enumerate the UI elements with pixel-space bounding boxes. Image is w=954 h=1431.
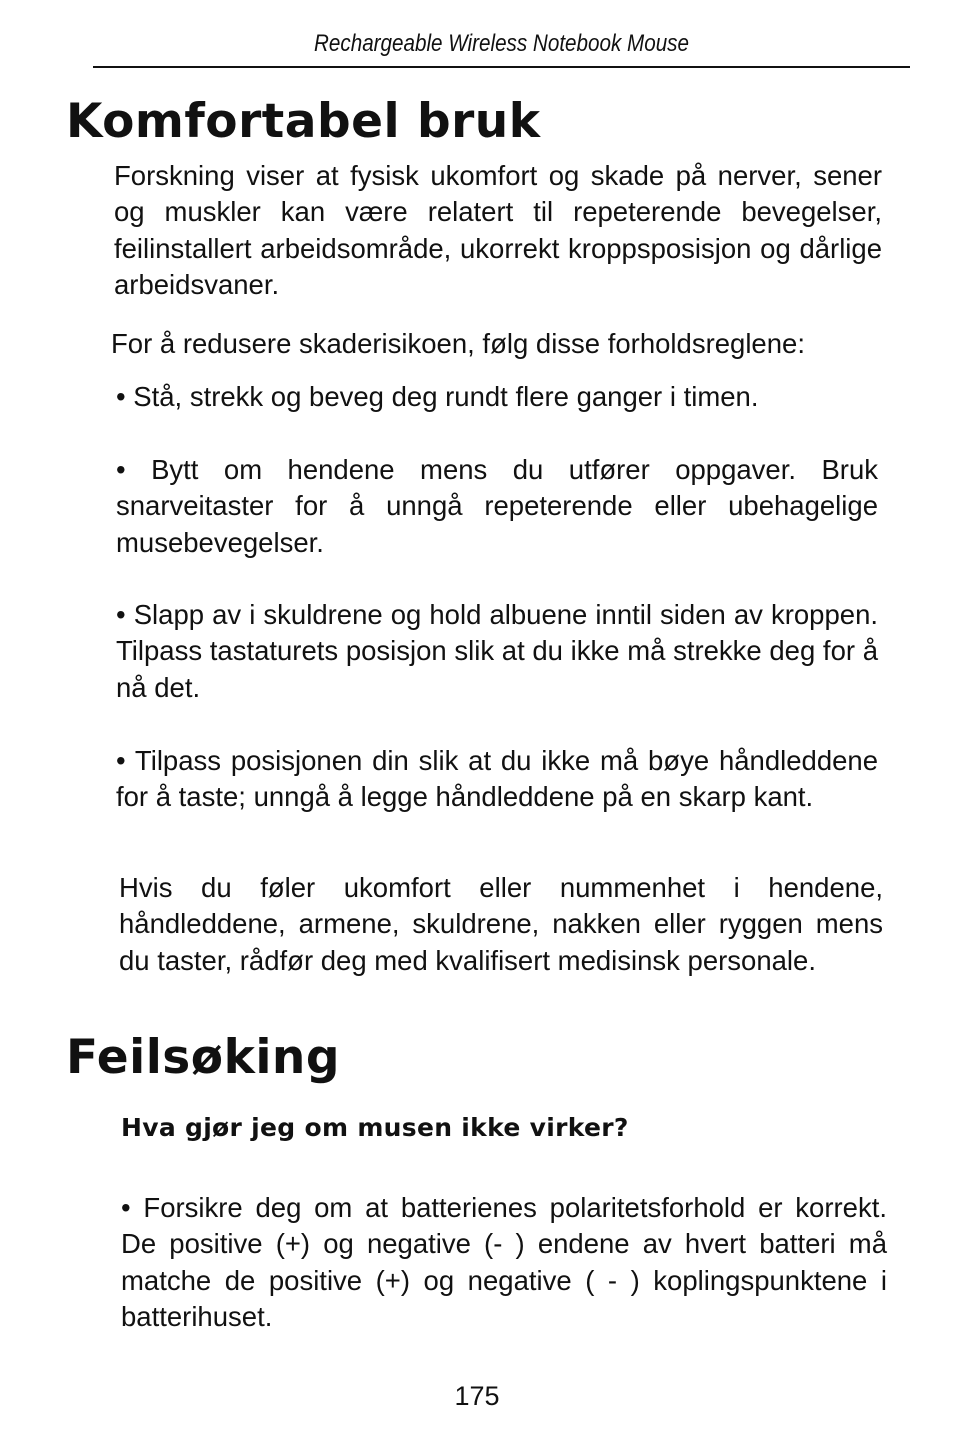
comfort-intro-paragraph: Forskning viser at fysisk ukomfort og skade på nerver, sener og muskler kan være relatert til repeterende bevegelser, feilinstallert arbeidsområde, ukorrekt kroppsposisjon og dårlige arbeidsvaner. <box>114 160 882 300</box>
comfort-bullet-2: • Bytt om hendene mens du utfører oppgaver. Bruk snarveitaster for å unngå repeterende eller ubehagelige musebevegelser. <box>116 454 878 558</box>
page-header <box>93 28 910 68</box>
comfort-bullet-4: • Tilpass posisjonen din slik at du ikke må bøye håndleddene for å taste; unngå å legge håndleddene på en skarp kant. <box>116 745 878 813</box>
comfort-lead-in: For å redusere skaderisikoen, følg disse forholdsreglene: <box>111 328 805 359</box>
comfort-closing-paragraph: Hvis du føler ukomfort eller nummenhet i hendene, håndleddene, armene, skuldrene, nakken eller ryggen mens du taster, rådfør deg med kvalifisert medisinsk personale. <box>119 872 883 976</box>
comfort-bullet-1: • Stå, strekk og beveg deg rundt flere ganger i timen. <box>116 381 759 412</box>
heading-troubleshooting: Feilsøking <box>66 1030 341 1085</box>
heading-comfortable-use: Komfortabel bruk <box>66 94 541 149</box>
comfort-bullet-3: • Slapp av i skuldrene og hold albuene inntil siden av kroppen. Tilpass tastaturets posisjon slik at du ikke må strekke deg for å nå det. <box>116 599 878 703</box>
troubleshooting-bullet-1: • Forsikre deg om at batterienes polaritetsforhold er korrekt. De positive (+) og negative (- ) endene av hvert batteri må matche de positive (+) og negative ( - ) koplingspunktene i batterihuset. <box>121 1192 887 1332</box>
troubleshooting-question: Hva gjør jeg om musen ikke virker? <box>121 1113 629 1142</box>
running-title: Rechargeable Wireless Notebook Mouse <box>314 30 689 57</box>
page-number: 175 <box>454 1381 500 1411</box>
